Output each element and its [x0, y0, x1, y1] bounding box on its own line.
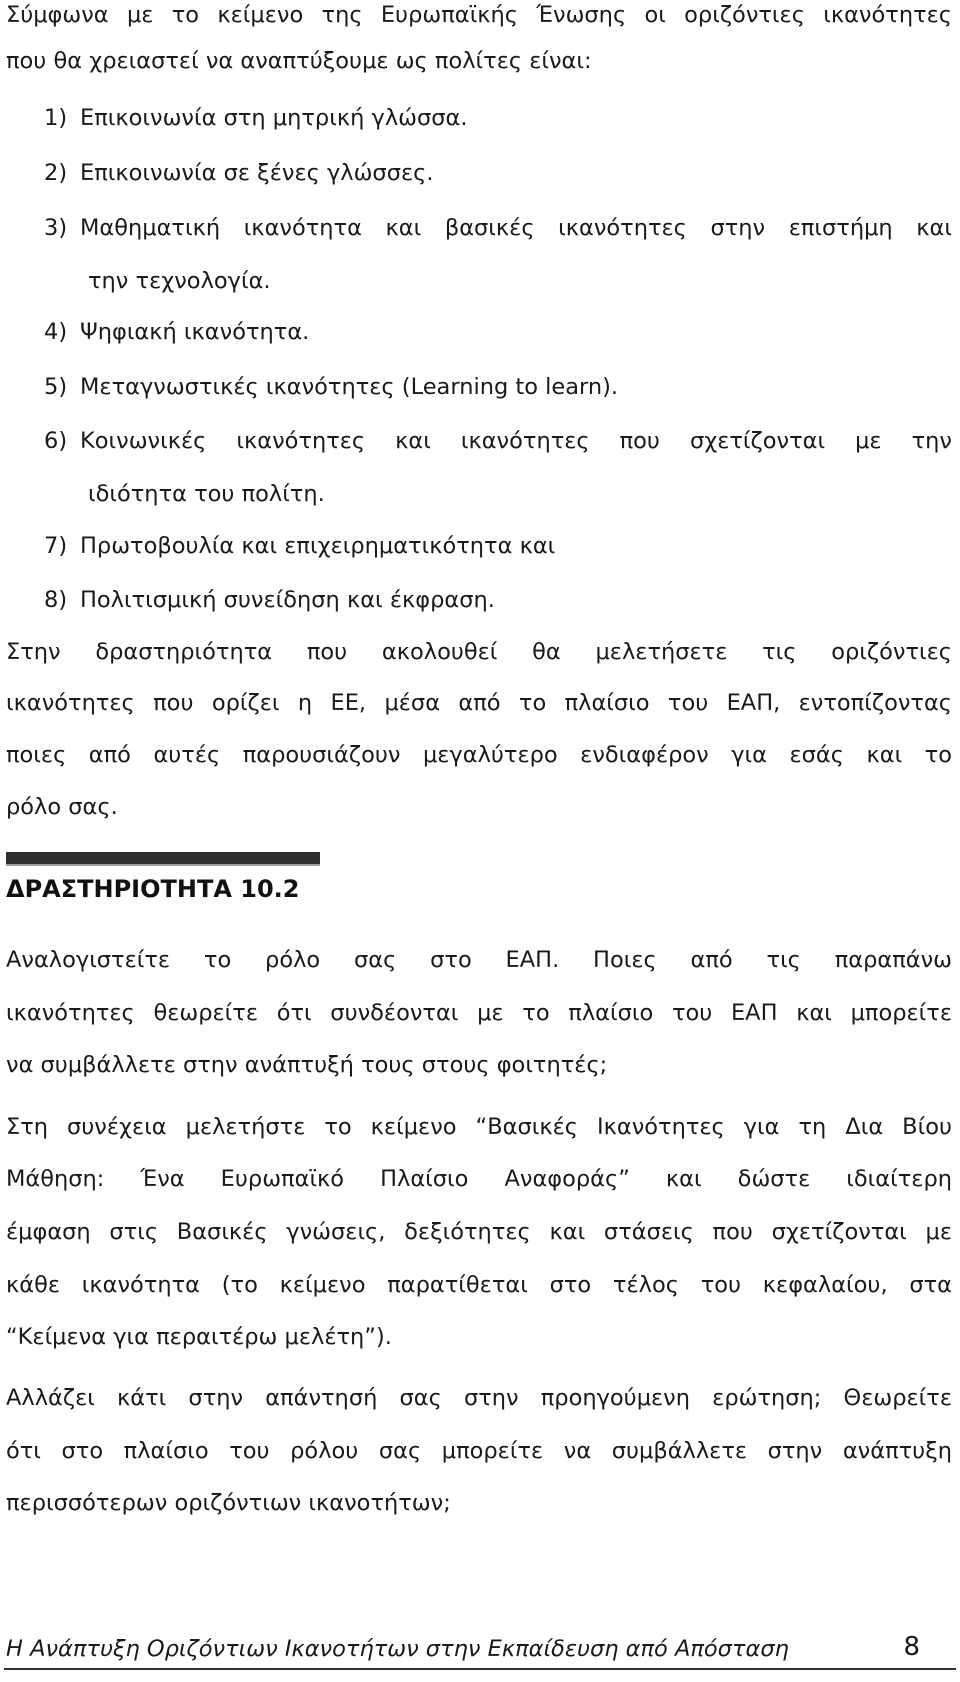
list-item: 7) Πρωτοβουλία και επιχειρηματικότητα και [44, 533, 556, 559]
paragraph-line: ότι στο πλαίσιο του ρόλου σας μπορείτε να συμβάλλετε στην ανάπτυξη [6, 1438, 952, 1464]
paragraph-line: ποιες από αυτές παρουσιάζουν μεγαλύτερο ενδιαφέρον για εσάς και το [6, 742, 952, 768]
paragraph-line: να συμβάλλετε στην ανάπτυξή τους στους φοιτητές; [6, 1052, 608, 1078]
list-item: 6) Κοινωνικές ικανότητες και ικανότητες που σχετίζονται με την [44, 428, 952, 454]
list-item: 1) Επικοινωνία στη μητρική γλώσσα. [44, 105, 468, 131]
paragraph-line: ικανότητες θεωρείτε ότι συνδέονται με το πλαίσιο του ΕΑΠ και μπορείτε [6, 1000, 952, 1026]
paragraph-line: κάθε ικανότητα (το κείμενο παρατίθεται στο τέλος του κεφαλαίου, στα [6, 1272, 952, 1298]
list-item-continuation: την τεχνολογία. [88, 268, 271, 294]
list-item: 3) Μαθηματική ικανότητα και βασικές ικανότητες στην επιστήμη και [44, 215, 952, 241]
intro-line: που θα χρειαστεί να αναπτύξουμε ως πολίτες είναι: [6, 48, 592, 74]
paragraph-line: Στη συνέχεια μελετήστε το κείμενο “Βασικές Ικανότητες για τη Δια Βίου [6, 1114, 952, 1140]
paragraph-line: Αλλάζει κάτι στην απάντησή σας στην προηγούμενη ερώτηση; Θεωρείτε [6, 1385, 952, 1411]
page-number: 8 [903, 1632, 920, 1662]
paragraph-line: έμφαση στις Βασικές γνώσεις, δεξιότητες και στάσεις που σχετίζονται με [6, 1219, 952, 1245]
paragraph-line: περισσότερων οριζόντιων ικανοτήτων; [6, 1490, 451, 1516]
paragraph-line: Μάθηση: Ένα Ευρωπαϊκό Πλαίσιο Αναφοράς” και δώστε ιδιαίτερη [6, 1166, 952, 1192]
list-item: 2) Επικοινωνία σε ξένες γλώσσες. [44, 160, 434, 186]
heading-bar [6, 852, 320, 866]
paragraph-line: Αναλογιστείτε το ρόλο σας στο ΕΑΠ. Ποιες από τις παραπάνω [6, 947, 952, 973]
paragraph-line: Στην δραστηριότητα που ακολουθεί θα μελετήσετε τις οριζόντιες [6, 639, 952, 665]
activity-heading: ΔΡΑΣΤΗΡΙΟΤΗΤΑ 10.2 [6, 875, 300, 903]
list-item: 4) Ψηφιακή ικανότητα. [44, 319, 310, 345]
paragraph-line: ικανότητες που ορίζει η ΕΕ, μέσα από το πλαίσιο του ΕΑΠ, εντοπίζοντας [6, 690, 952, 716]
list-item-continuation: ιδιότητα του πολίτη. [88, 481, 325, 507]
intro-line: Σύμφωνα με το κείμενο της Ευρωπαϊκής Ένωσης οι οριζόντιες ικανότητες [6, 2, 952, 28]
list-item: 5) Μεταγνωστικές ικανότητες (Learning to learn). [44, 374, 619, 400]
footer-rule [4, 1668, 956, 1670]
list-item: 8) Πολιτισμική συνείδηση και έκφραση. [44, 587, 495, 613]
footer-title: Η Ανάπτυξη Οριζόντιων Ικανοτήτων στην Εκπαίδευση από Απόσταση [6, 1636, 789, 1662]
paragraph-line: “Κείμενα για περαιτέρω μελέτη”). [6, 1324, 392, 1350]
paragraph-line: ρόλο σας. [6, 794, 118, 820]
